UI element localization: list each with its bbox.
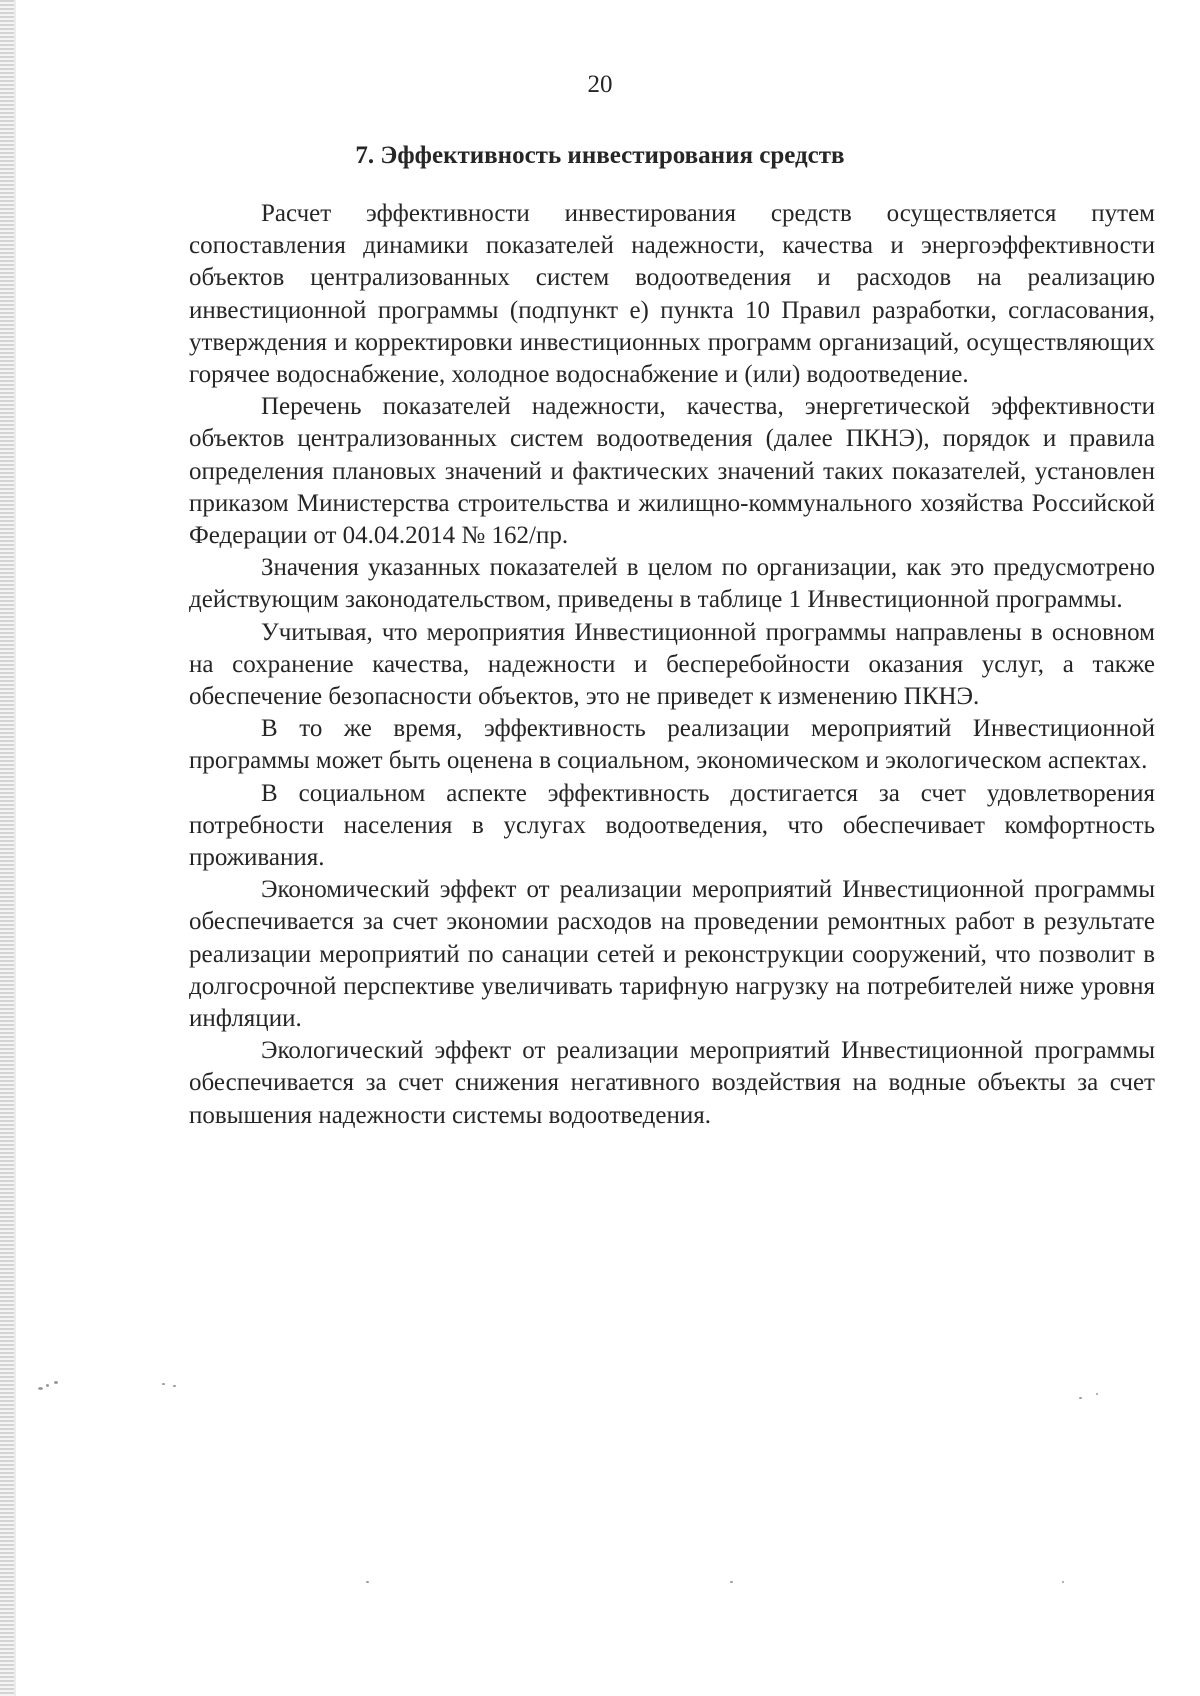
paragraph: В социальном аспекте эффективность достигается за счет удовлетворения потребности населения в услугах водоотведения, что обеспечивает комфортность проживания. [189, 779, 1155, 872]
paragraph: Перечень показателей надежности, качества, энергетической эффективности объектов централизованных систем водоотведения (далее ПКНЭ), порядок и правила определения плановых значений и фактических значений таких показателей, установлен приказом Министерства строительства и жилищно-коммунального хозяйства Российской Федерации от 04.04.2014 № 162/пр. [189, 393, 1155, 550]
paragraph: Экологический эффект от реализации мероприятий Инвестиционной программы обеспечивается за счет снижения негативного воздействия на водные объекты за счет повышения надежности системы водоотведения. [189, 1037, 1155, 1129]
scan-speck [1062, 1581, 1064, 1583]
scan-binding-edge [14, 0, 16, 1696]
scan-binding-strip [0, 0, 14, 1696]
scan-speck [1079, 1397, 1082, 1399]
scan-speck [1096, 1393, 1098, 1395]
scan-speck [366, 1581, 369, 1583]
document-body [189, 198, 1155, 1132]
paragraph: В то же время, эффективность реализации мероприятий Инвестиционной программы может быть оценена в социальном, экономическом и экологическом аспектах. [189, 715, 1155, 775]
page-number: 20 [587, 71, 613, 98]
scan-speck [38, 1387, 43, 1390]
scan-speck [730, 1581, 733, 1583]
paragraph: Учитывая, что мероприятия Инвестиционной программы направлены в основном на сохранение качества, надежности и бесперебойности оказания услуг, а также обеспечение безопасности объектов, это не приведет к изменению ПКНЭ. [189, 618, 1155, 711]
paragraph: Экономический эффект от реализации мероприятий Инвестиционной программы обеспечивается за счет экономии расходов на проведении ремонтных работ в результате реализации мероприятий по санации сетей и реконструкции сооружений, что позволит в долгосрочной перспективе увеличивать тарифную нагрузку на потребителей ниже уровня инфляции. [189, 876, 1155, 1033]
paragraph: Расчет эффективности инвестирования средств осуществляется путем сопоставления динамики показателей надежности, качества и энергоэффективности объектов централизованных систем водоотведения и расходов на реализацию инвестиционной программы (подпункт е) пункта 10 Правил разработки, согласования, утверждения и корректировки инвестиционных программ организаций, осуществляющих горячее водоснабжение, холодное водоснабжение и (или) водоотведение. [189, 200, 1155, 389]
paragraph: Значения указанных показателей в целом по организации, как это предусмотрено действующим законодательством, приведены в таблице 1 Инвестиционной программы. [189, 554, 1155, 614]
scan-speck [54, 1381, 58, 1384]
section-title: 7. Эффективность инвестирования средств [355, 142, 845, 169]
scan-speck [46, 1384, 49, 1387]
scan-speck [162, 1383, 165, 1385]
scan-speck [173, 1385, 176, 1387]
